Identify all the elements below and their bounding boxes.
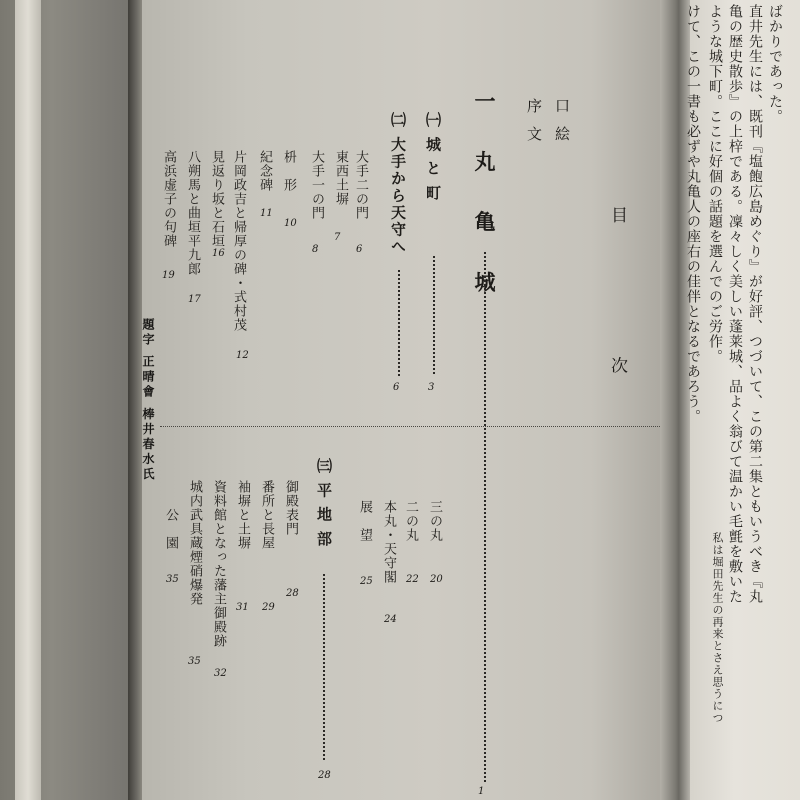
- front-item-frontispiece: 口 絵: [553, 98, 571, 145]
- toc-item: 展 望: [357, 500, 372, 542]
- preface-line: ばかりであった。: [767, 4, 783, 124]
- toc-item-page: 35: [188, 656, 201, 667]
- toc-item-page: 24: [384, 614, 397, 625]
- toc-item-page: 16: [212, 248, 225, 259]
- jacket-edge: [128, 0, 142, 800]
- toc-item: 東西土塀: [333, 150, 348, 206]
- preface-line: けて、この一書も必ずや丸亀人の座右の佳伴となるであろう。: [685, 4, 701, 424]
- section-1-leader-dots: [433, 256, 435, 374]
- toc-item: 二の丸: [403, 500, 418, 542]
- preface-line: 亀の歴史散歩』の上梓である。凜々しく美しい蓬莱城、品よく翁びて温かい毛氈を敷いた: [727, 4, 743, 604]
- toc-item: 大手二の門: [353, 150, 368, 220]
- preface-line: ような城下町。ここに好個の話題を選んでのご労作。: [707, 4, 723, 364]
- toc-item-page: 28: [286, 588, 299, 599]
- front-item-preface: 序 文: [525, 98, 543, 145]
- toc-item-page: 22: [406, 574, 419, 585]
- toc-item-page: 6: [356, 244, 363, 255]
- toc-item-page: 25: [360, 576, 373, 587]
- toc-item: 高浜虚子の句碑: [161, 150, 176, 248]
- section-2-title: ㈡ 大手から天守へ: [389, 112, 407, 256]
- toc-item: 紀念碑: [257, 150, 272, 192]
- toc-item: 見返り坂と石垣: [209, 150, 224, 248]
- chapter-page: 1: [478, 786, 485, 797]
- toc-item: 片岡政吉と帰厚の碑・式村茂: [231, 150, 246, 332]
- section-1-title: ㈠ 城 と 町: [424, 112, 442, 202]
- toc-item: 大手一の門: [309, 150, 324, 220]
- toc-item-page: 20: [430, 574, 443, 585]
- toc-item-page: 7: [334, 232, 341, 243]
- section-2-page: 6: [393, 382, 400, 393]
- toc-item: 番所と長屋: [259, 480, 274, 550]
- toc-item: 枡 形: [281, 150, 296, 192]
- jacket-strip: [15, 0, 41, 800]
- toc-item-page: 10: [284, 218, 297, 229]
- section-2-leader-dots: [398, 270, 400, 376]
- toc-item: 八朔馬と曲垣平九郎: [185, 150, 200, 276]
- chapter-leader-dots: [484, 252, 486, 782]
- toc-item: 三の丸: [427, 500, 442, 542]
- chapter-title: 一 丸 亀 城: [472, 90, 497, 308]
- jacket-caption: 題字 正晴會 棒井春水氏: [141, 318, 155, 483]
- section-3-title: ㈢ 平 地 部: [315, 458, 333, 548]
- toc-item-page: 17: [188, 294, 201, 305]
- section-3-page: 28: [318, 770, 331, 781]
- section-1-page: 3: [428, 382, 435, 393]
- toc-item: 公 園: [163, 508, 178, 550]
- toc-item: 御殿表門: [283, 480, 298, 536]
- toc-item-page: 8: [312, 244, 319, 255]
- toc-item-page: 32: [214, 668, 227, 679]
- section-3-leader-dots: [323, 574, 325, 760]
- toc-item-page: 19: [162, 270, 175, 281]
- toc-item: 本丸・天守閣: [381, 500, 396, 584]
- preface-small-line: 私は堀田先生の再来とさえ思うにつ: [711, 532, 724, 724]
- toc-item-page: 12: [236, 350, 249, 361]
- toc-item-page: 31: [236, 602, 249, 613]
- toc-item: 資料館となった藩主御殿跡: [211, 480, 226, 648]
- divider-line: [160, 426, 660, 427]
- toc-item-page: 11: [260, 208, 273, 219]
- preface-line: 直井先生には、既刊『塩飽広島めぐり』が好評、つづいて、この第二集ともいうべき『丸: [747, 4, 763, 604]
- toc-item: 袖塀と土塀: [235, 480, 250, 550]
- toc-item: 城内武具蔵煙硝爆発: [187, 480, 202, 606]
- toc-item-page: 35: [166, 574, 179, 585]
- toc-title: 目 次: [607, 206, 627, 438]
- toc-item-page: 29: [262, 602, 275, 613]
